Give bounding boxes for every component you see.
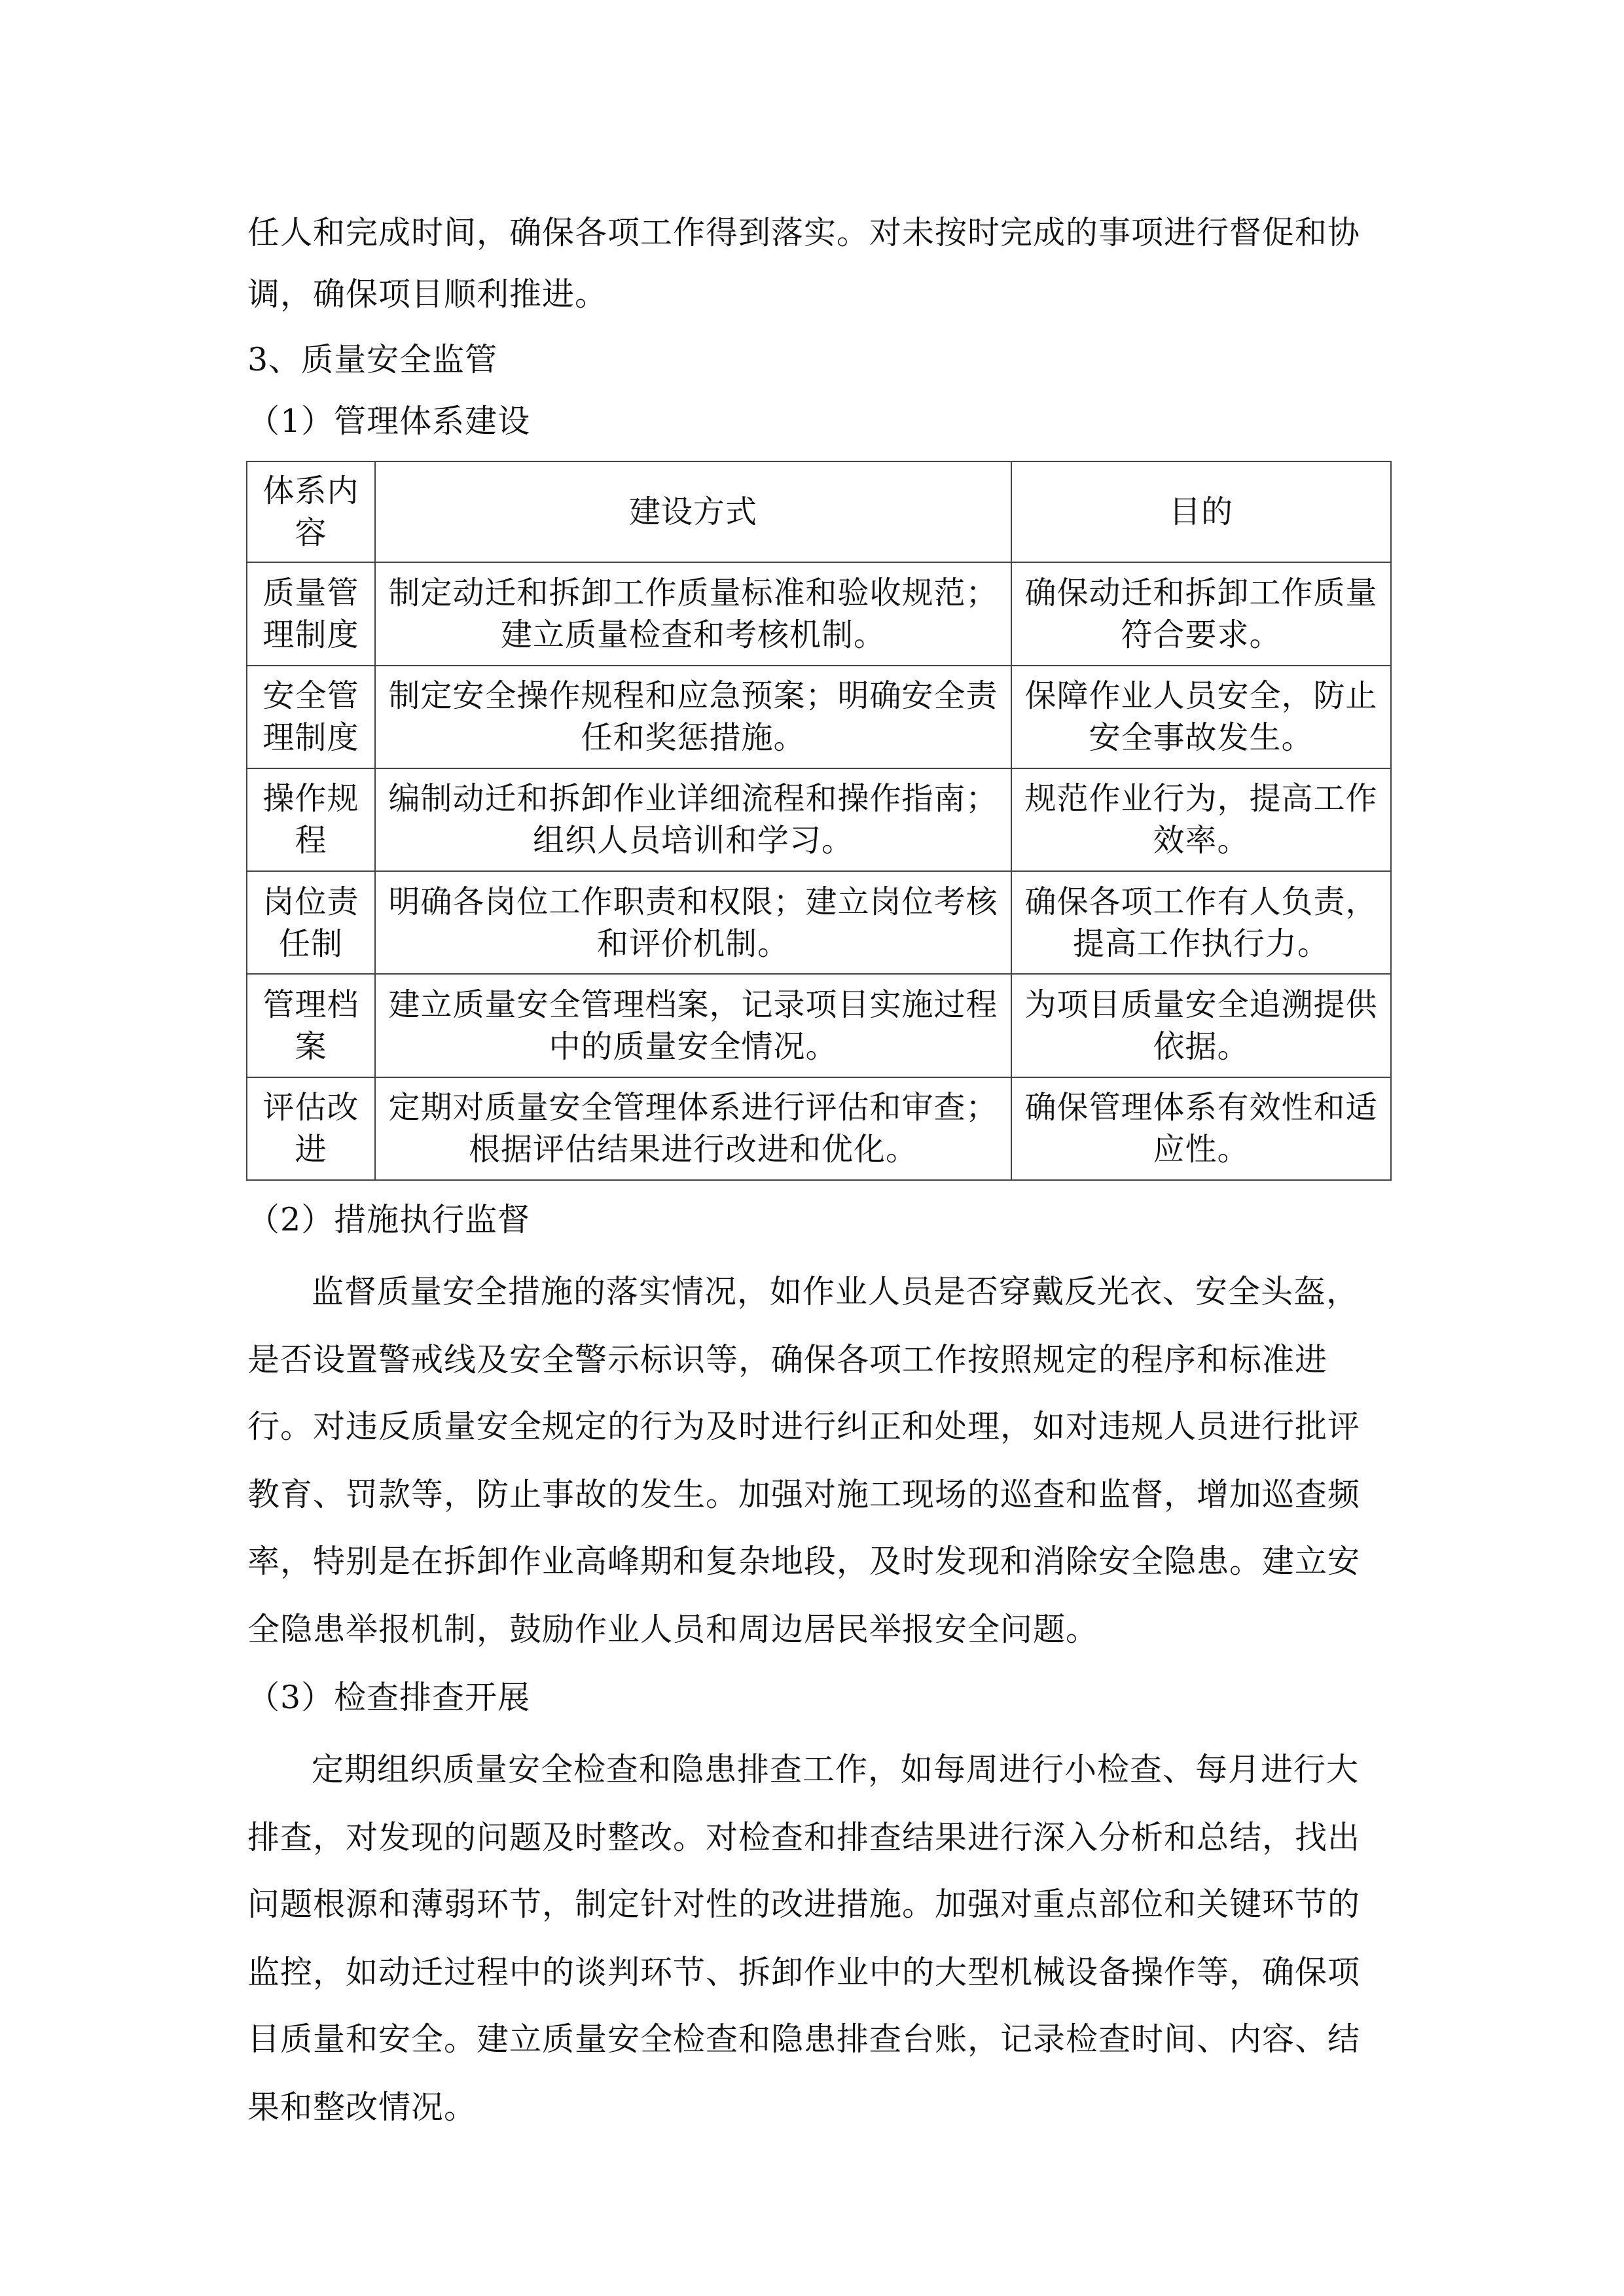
paragraph-line: 排查，对发现的问题及时整改。对检查和排查结果进行深入分析和总结，找出 [247,1819,1361,1856]
subsection-3-title: （3）检查排查开展 [247,1679,531,1716]
table-header-cell: 体系内容 [247,461,375,562]
table-cell: 为项目质量安全追溯提供依据。 [1011,974,1391,1077]
paragraph-line: 是否设置警戒线及安全警示标识等，确保各项工作按照规定的程序和标准进 [247,1341,1328,1378]
table-cell: 明确各岗位工作职责和权限；建立岗位考核和评价机制。 [375,871,1011,974]
table-cell: 规范作业行为，提高工作效率。 [1011,768,1391,871]
table-row [247,974,1391,1077]
table-cell: 质量管理制度 [247,562,375,665]
table-cell: 保障作业人员安全，防止安全事故发生。 [1011,666,1391,768]
table-row [247,562,1391,665]
paragraph-line: 教育、罚款等，防止事故的发生。加强对施工现场的巡查和监督，增加巡查频 [247,1476,1361,1513]
table-cell: 制定动迁和拆卸工作质量标准和验收规范；建立质量检查和考核机制。 [375,562,1011,665]
table-cell: 评估改进 [247,1077,375,1180]
table-row [247,768,1391,871]
table-header-row [247,461,1391,562]
table-cell: 制定安全操作规程和应急预案；明确安全责任和奖惩措施。 [375,666,1011,768]
paragraph-line: 全隐患举报机制，鼓励作业人员和周边居民举报安全问题。 [247,1611,1099,1648]
table-row [247,871,1391,974]
table-header-cell: 目的 [1011,461,1391,562]
subsection-1-title: （1）管理体系建设 [247,403,531,440]
management-system-table [246,461,1392,1181]
table-header-cell: 建设方式 [375,461,1011,562]
paragraph-line: 行。对违反质量安全规定的行为及时进行纠正和处理，如对违规人员进行批评 [247,1408,1361,1445]
section-3-title: 3、质量安全监管 [247,341,498,378]
table-cell: 操作规程 [247,768,375,871]
paragraph-line: 果和整改情况。 [247,2089,477,2126]
table-cell: 确保动迁和拆卸工作质量符合要求。 [1011,562,1391,665]
paragraph-line: 率，特别是在拆卸作业高峰期和复杂地段，及时发现和消除安全隐患。建立安 [247,1543,1361,1580]
intro-line-1: 任人和完成时间，确保各项工作得到落实。对未按时完成的事项进行督促和协 [247,214,1361,251]
paragraph-line: 目质量和安全。建立质量安全检查和隐患排查台账，记录检查时间、内容、结 [247,2020,1361,2058]
table-row [247,1077,1391,1180]
table-cell: 建立质量安全管理档案，记录项目实施过程中的质量安全情况。 [375,974,1011,1077]
subsection-2-title: （2）措施执行监督 [247,1201,531,1238]
table-cell: 定期对质量安全管理体系进行评估和审查；根据评估结果进行改进和优化。 [375,1077,1011,1180]
table-cell: 编制动迁和拆卸作业详细流程和操作指南；组织人员培训和学习。 [375,768,1011,871]
table-cell: 确保管理体系有效性和适应性。 [1011,1077,1391,1180]
paragraph-line: 问题根源和薄弱环节，制定针对性的改进措施。加强对重点部位和关键环节的 [247,1886,1361,1923]
intro-line-2: 调，确保项目顺利推进。 [247,276,608,313]
table-cell: 岗位责任制 [247,871,375,974]
table-cell: 安全管理制度 [247,666,375,768]
paragraph-line: 定期组织质量安全检查和隐患排查工作，如每周进行小检查、每月进行大 [312,1751,1360,1788]
paragraph-line: 监控，如动迁过程中的谈判环节、拆卸作业中的大型机械设备操作等，确保项 [247,1954,1361,1991]
paragraph-line: 监督质量安全措施的落实情况，如作业人员是否穿戴反光衣、安全头盔， [312,1273,1360,1310]
table-cell: 确保各项工作有人负责，提高工作执行力。 [1011,871,1391,974]
table-cell: 管理档案 [247,974,375,1077]
table-row [247,666,1391,768]
